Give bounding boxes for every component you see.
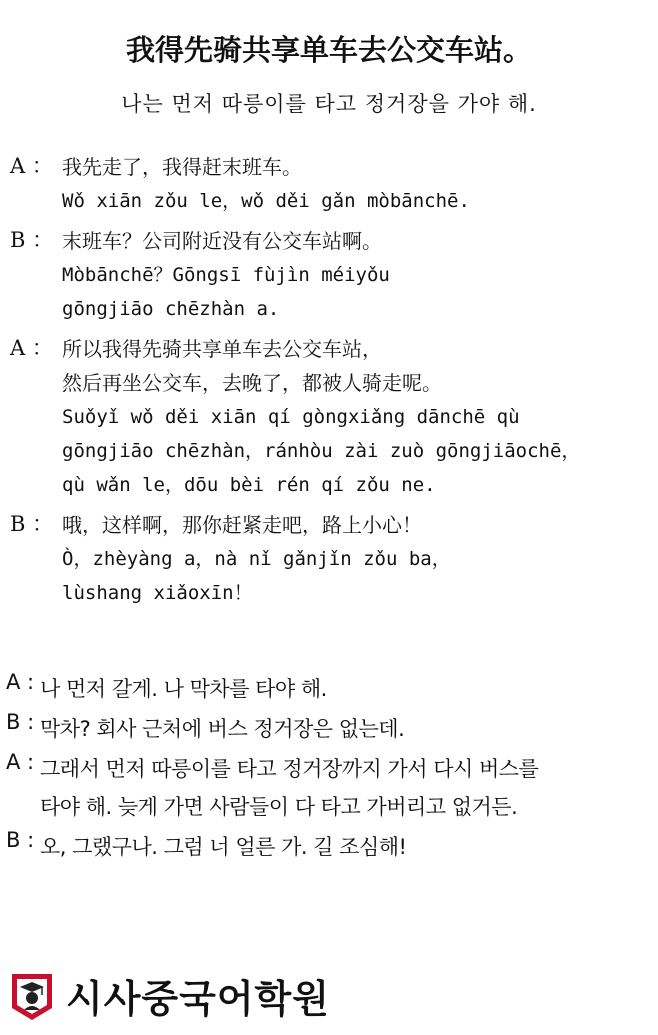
chinese-line: 我先走了，我得赶末班车。 xyxy=(62,155,302,179)
page-subtitle: 나는 먼저 따릉이를 타고 정거장을 가야 해. xyxy=(121,92,537,116)
translation-turn xyxy=(6,670,656,708)
speaker-label: B : xyxy=(6,828,35,852)
speaker-label: A : xyxy=(6,750,35,774)
chinese-line: 末班车？公司附近没有公交车站啊。 xyxy=(62,229,382,253)
speaker-label: A ： xyxy=(10,154,53,178)
pinyin-line: qù wǎn le，dōu bèi rén qí zǒu ne. xyxy=(62,474,436,496)
translation-turn xyxy=(6,750,656,826)
page-title: 我得先骑共享单车去公交车站。 xyxy=(125,33,532,67)
translation-turn xyxy=(6,828,656,866)
chinese-line: 所以我得先骑共享单车去公交车站， xyxy=(62,337,382,361)
korean-line: 나 먼저 갈게. 나 막차를 타야 해. xyxy=(40,677,327,701)
graduate-badge-icon xyxy=(8,970,56,1022)
speaker-label: A ： xyxy=(10,336,53,360)
pinyin-line: gōngjiāo chēzhàn，ránhòu zài zuò gōngjiāochē， xyxy=(62,440,581,462)
dialogue-turn xyxy=(10,508,650,610)
pinyin-line: Mòbānchē？Gōngsī fùjìn méiyǒu xyxy=(62,264,390,286)
academy-logo xyxy=(8,968,330,1023)
pinyin-line: Wǒ xiān zǒu le，wǒ děi gǎn mòbānchē. xyxy=(62,190,470,212)
dialogue-turn xyxy=(10,224,650,326)
speaker-label: B ： xyxy=(10,228,54,252)
korean-line: 막차? 회사 근처에 버스 정거장은 없는데. xyxy=(40,717,405,741)
korean-line: 타야 해. 늦게 가면 사람들이 다 타고 가버리고 없거든. xyxy=(40,795,518,819)
pinyin-line: lùshang xiǎoxīn！ xyxy=(62,582,253,604)
speaker-label: B : xyxy=(6,710,35,734)
chinese-line: 然后再坐公交车，去晚了，都被人骑走呢。 xyxy=(62,371,442,395)
pinyin-line: Suǒyǐ wǒ děi xiān qí gòngxiǎng dānchē qù xyxy=(62,406,520,428)
academy-name: 시사중국어학원 xyxy=(66,977,330,1021)
speaker-label: B ： xyxy=(10,512,54,536)
translation-turn xyxy=(6,710,656,748)
speaker-label: A : xyxy=(6,670,35,694)
dialogue-turn xyxy=(10,332,650,502)
korean-line: 오, 그랬구나. 그럼 너 얼른 가. 길 조심해! xyxy=(40,835,407,859)
pinyin-line: gōngjiāo chēzhàn a. xyxy=(62,298,280,320)
chinese-dialogue xyxy=(10,150,650,616)
korean-line: 그래서 먼저 따릉이를 타고 정거장까지 가서 다시 버스를 xyxy=(40,757,539,781)
dialogue-turn xyxy=(10,150,650,218)
pinyin-line: Ò，zhèyàng a，nà nǐ gǎnjǐn zǒu ba， xyxy=(62,548,451,570)
korean-translation xyxy=(6,670,656,868)
chinese-line: 哦，这样啊，那你赶紧走吧，路上小心！ xyxy=(62,513,422,537)
